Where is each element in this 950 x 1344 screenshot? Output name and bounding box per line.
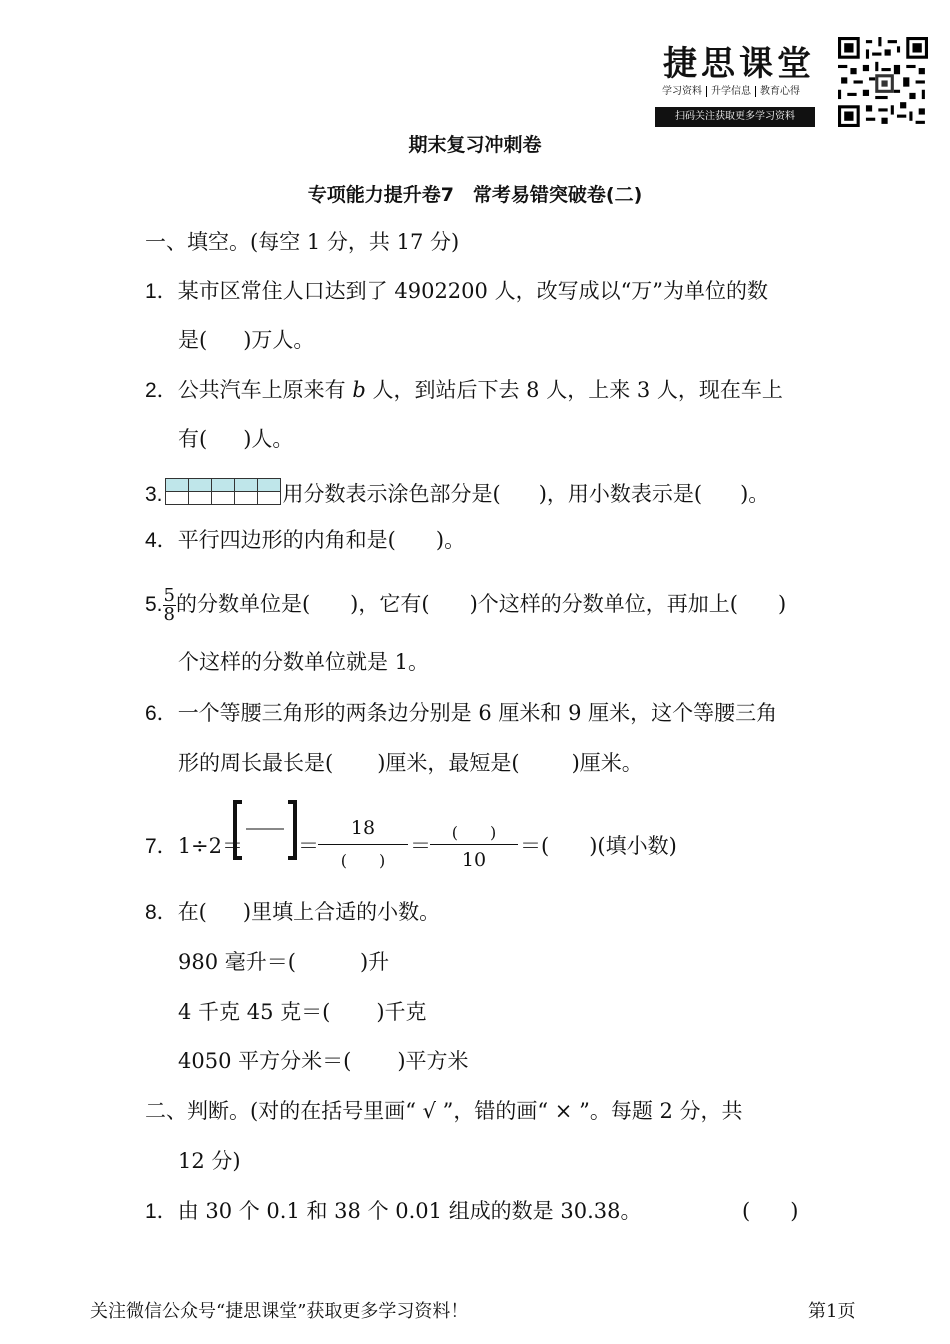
text: )厘米。 — [571, 751, 643, 775]
question-number: 2． — [145, 379, 178, 402]
text: )。 — [740, 482, 770, 506]
q5-line1 — [145, 587, 786, 624]
q8-item — [178, 1047, 469, 1075]
q2-line1 — [145, 376, 783, 405]
grid-cell-shaded — [257, 479, 280, 492]
judge-answer-paren[interactable] — [742, 1197, 798, 1225]
brand-tag: 教育心得 — [760, 86, 800, 97]
text: 由 30 个 0.1 和 38 个 0.01 组成的数是 30.38。 — [177, 1199, 642, 1223]
footer-note: 关注微信公众号“捷思课堂”获取更多学习资料！ — [90, 1301, 469, 1322]
q7-eq2: ＝ — [410, 834, 431, 858]
q1-line2 — [178, 326, 314, 354]
q4-line — [145, 526, 465, 555]
question-number: 8． — [145, 901, 178, 924]
text: ＝( — [520, 834, 550, 858]
brand-tag: 学习资料 — [658, 86, 707, 97]
text: 一个等腰三角形的两条边分别是 6 厘米和 9 厘米，这个等腰三角 — [177, 701, 778, 725]
qr-code-icon — [838, 37, 928, 127]
q6-line1 — [145, 699, 777, 728]
grid-cell — [165, 492, 188, 505]
text: 在( — [177, 900, 207, 924]
text: 1÷2＝ — [177, 834, 244, 858]
grid-cell-shaded — [188, 479, 211, 492]
grid-cell — [234, 492, 257, 505]
section2-heading: 二、判断。(对的在括号里画“ √ ”，错的画“ × ”。每题 2 分，共 — [145, 1099, 743, 1123]
q8-item — [178, 948, 389, 976]
q7-number-and-lhs — [145, 832, 243, 861]
text: )，用小数表示是( — [538, 482, 703, 506]
text: 公共汽车上原来有 — [177, 378, 353, 402]
q1-line1 — [145, 277, 768, 306]
section2-heading-cont: 12 分) — [178, 1149, 241, 1173]
question-number: 4． — [145, 529, 178, 552]
question-text: 某市区常住人口达到了 4902200 人，改写成以“万”为单位的数 — [177, 279, 769, 303]
text: 是( — [178, 328, 208, 352]
grid-cell-shaded — [234, 479, 257, 492]
text: )千克 — [376, 1000, 427, 1024]
text: )平方米 — [397, 1049, 469, 1073]
q7-fraction3-denominator: 10 — [461, 849, 487, 871]
text: 人，到站后下去 8 人，上来 3 人，现在车上 — [365, 378, 783, 402]
text: )厘米，最短是( — [377, 751, 520, 775]
page-number: 第1页 — [808, 1301, 856, 1322]
question-number: 1． — [145, 280, 178, 303]
text: 4050 平方分米＝( — [178, 1049, 352, 1073]
brand-tags — [658, 82, 804, 97]
q7-fraction3-numerator[interactable]: ( ) — [451, 823, 497, 842]
text: )人。 — [243, 427, 294, 451]
text: 4 千克 45 克＝( — [178, 1000, 331, 1024]
question-number: 5. — [145, 593, 163, 616]
text: 有( — [178, 427, 208, 451]
numerator: 5 — [163, 585, 175, 606]
text: ) — [589, 834, 598, 858]
page-subtitle: 专项能力提升卷7 常考易错突破卷(二) — [307, 184, 643, 206]
q7-fraction2-denominator[interactable]: ( ) — [340, 851, 386, 870]
text: ) — [777, 592, 787, 616]
brand-name: 捷思课堂 — [663, 44, 815, 84]
q8-item — [178, 998, 427, 1026]
variable: b — [352, 378, 366, 402]
text: ) — [790, 1199, 799, 1223]
s2-q1-line — [145, 1197, 641, 1226]
grid-cell — [257, 492, 280, 505]
brand-tag: 升学信息 — [707, 86, 756, 97]
q6-line2 — [178, 749, 643, 777]
q7-tail — [520, 832, 677, 860]
question-number: 7． — [145, 835, 178, 858]
text: )万人。 — [243, 328, 315, 352]
q7-fraction3-bar — [430, 844, 518, 845]
denominator: 8 — [163, 604, 175, 625]
q7-fraction2-bar — [318, 844, 408, 845]
text: )，它有( — [350, 592, 430, 616]
text: 形的周长最长是( — [178, 751, 334, 775]
text: 平行四边形的内角和是( — [177, 528, 396, 552]
q3-line — [145, 478, 769, 509]
shaded-grid — [165, 478, 281, 505]
page-title: 期末复习冲刺卷 — [408, 134, 542, 156]
text: 用分数表示涂色部分是( — [282, 482, 501, 506]
text: (填小数) — [597, 834, 677, 858]
grid-cell-shaded — [211, 479, 234, 492]
section1-heading: 一、填空。(每空 1 分，共 17 分) — [145, 230, 460, 254]
q2-line2 — [178, 425, 293, 453]
text: )。 — [435, 528, 466, 552]
text: )里填上合适的小数。 — [242, 900, 441, 924]
fraction — [163, 587, 176, 624]
grid-cell — [211, 492, 234, 505]
grid-cell-shaded — [165, 479, 188, 492]
text: )升 — [359, 950, 390, 974]
question-number: 1． — [145, 1200, 178, 1223]
question-number: 3. — [145, 483, 163, 506]
bracket-fraction-blank[interactable] — [232, 800, 298, 860]
q7-eq1: ＝ — [298, 834, 319, 858]
question-number: 6． — [145, 702, 178, 725]
grid-cell — [188, 492, 211, 505]
text: 980 毫升＝( — [178, 950, 296, 974]
text: 的分数单位是( — [175, 592, 311, 616]
q8-line — [145, 898, 440, 927]
q7-fraction2-numerator: 18 — [350, 817, 376, 839]
text: )个这样的分数单位，再加上( — [469, 592, 738, 616]
brand-banner: 扫码关注获取更多学习资料 — [655, 107, 815, 127]
text: ( — [742, 1199, 751, 1223]
q5-line2: 个这样的分数单位就是 1。 — [178, 650, 430, 674]
